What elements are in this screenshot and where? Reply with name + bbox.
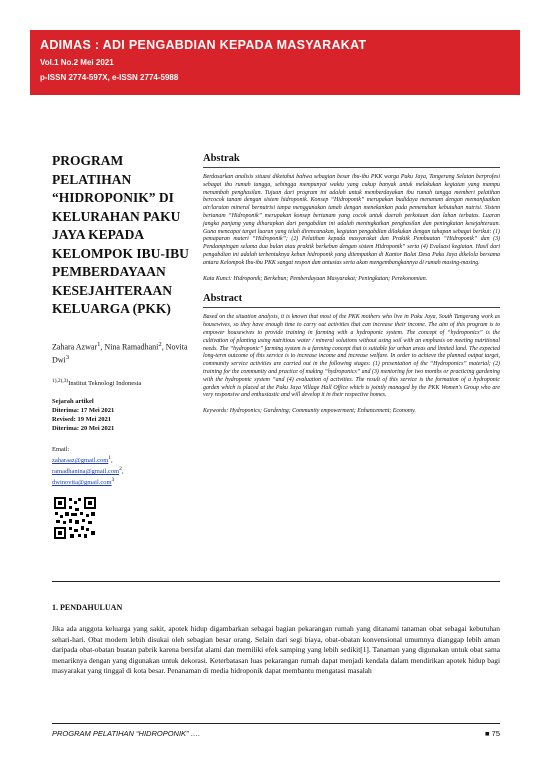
kata-kunci: Kata Kunci: Hidroponik; Berkebun; Pemberdayaan Masyarakat; Peningkatan; Perekonomian.: [203, 275, 428, 282]
email-link[interactable]: dwinovita@gmail.com: [52, 479, 112, 487]
author-list: Zahara Azwar$^1$, Nina Ramadhani$^2$, Novita Dwi$^3$: [52, 340, 188, 365]
email-link[interactable]: ramadhanina@gmail.com: [52, 468, 120, 476]
article-title: PROGRAM PELATIHAN “HIDROPONIK” DI KELURAHAN PAKU JAYA KEPADA KELOMPOK IBU-IBU PEMBERDAYAAN KESEJAHTERAAN KELUARGA (PKK): [52, 153, 189, 316]
abstract-column: [203, 153, 500, 416]
affiliation: $^{1),2),3)}$Institut Teknologi Indonesia: [52, 377, 142, 387]
abstract-text: Based on the situation analysis, it is known that most of the PKK mothers who live in Paku Jaya, South Tangerang work as housewives, so they have enough time to carry out activities that can increase their income. The aim of this program is to empower housewives to provide training in farming with a hydroponic system. The concept of “hydroponics” is the cultivation of planting using nutritious water / mineral solutions without using soil with an emphasis on meeting nutritional needs. The “hydroponic” farming system is a farming concept that is suitable for urban areas and limited land. The expected long-term outcome of this service is to increase income and increase welfare. In order to achieve the planned output target, community service activities are carried out in the following stages: (1) presentation of the “Hydroponics” material; (2) training for the community and practice of making “hydroponics” and (3) mentoring for two months or practicing gardening with the hydroponic system “and (4) evaluation of activities. The result of this service is the formation of a hydroponic garden which is placed at the Paku Jaya Village Hall Office which is jointly managed by the PKK Women's Group who are very responsive and enthusiastic and will develop it in their respective homes.: [203, 314, 500, 399]
email-link[interactable]: zaharaaz@gmail.com: [52, 457, 109, 465]
article-info-column: [52, 152, 197, 541]
journal-name: ADIMAS : ADI PENGABDIAN KEPADA MASYARAKAT: [40, 38, 367, 52]
abstract-heading: Abstract: [203, 293, 500, 308]
abstrak-text: Berdasarkan analisis situasi diketahui bahwa sebagian besar ibu-ibu PKK warga Paku Jaya, Tangerang Selatan berprofesi sebagai ibu rumah tangga, sehingga mempunyai waktu yang cukup banyak untuk melakukan kegiatan yang mampu menambah penghasilan. Tujuan dari program ini adalah untuk memberdayakan ibu rumah tangga memberi pelatihan bercocok tanam dengan sistem hidroponik. Konsep “Hidroponik” merupakan budidaya menanam dengan memanfaatkan air/larutan mineral bernutrisi tanpa menggunakan tanah dengan menekankan pada pemenuhan kebutuhan nutrisi. Sistem bertanam “Hidroponik” merupakan konsep bertanam yang cocok untuk daerah perkotaan dan lahan terbatas. Luaran jangka panjang yang diharapkan dari pengabdian ini adalah meningkatkan penghasilan dan peningkatan kesejahteraan. Guna mencapai target luaran yang telah direncanakan, kegiatan pengabdian dilakukan dengan tahapan sebagai berikut: (1) pemaparan materi “Hidroponik”; (2) Pelatihan kepada masyarakat dan Praktik Pembuatan “Hidroponik” dan (3) Pendampingan selama dua bulan atau praktik berkebun dengan sistem Hidroponik” serta (4) Evaluasi kegiatan. Hasil dari pengabdian ini adalah terbentuknya kebun hidroponik yang ditempatkan di Kantor Balai Desa Paku Jaya dikelola bersama antara Kelompok Ibu-ibu PKK sangat respon dan antusias serta akan mengembangkannya di rumah masing-masing.: [203, 174, 500, 266]
page-number: ■ 75: [485, 729, 500, 738]
history-label: Sejarah artikel: [52, 397, 94, 405]
page-footer: [52, 723, 500, 738]
journal-banner: [30, 30, 520, 95]
journal-issn: p-ISSN 2774-597X, e-ISSN 2774-5988: [40, 73, 179, 82]
article-history: [52, 397, 197, 433]
section-divider: [52, 581, 500, 582]
history-accepted: Diterima: 20 Mei 2021: [52, 424, 115, 432]
author-name: Nina Ramadhani: [104, 342, 159, 352]
introduction-section: [52, 603, 500, 677]
author-name: Zahara Azwar: [52, 342, 98, 352]
email-label: Email:: [52, 445, 70, 453]
qr-code-icon: [52, 495, 98, 541]
intro-paragraph: Jika ada anggota keluarga yang sakit, apotek hidup digambarkan sebagai bagian pekarangan rumah yang ditanami tanaman obat sebagai kebutuhan sehari-hari. Obat modern lebih disukai oleh sebagian besar orang. Selain dari segi biaya, obat-obatan konvensional umumnya dianggap lebih aman daripada obat-obatan buatan pabrik karena bersifat alami dan memiliki efek samping yang lebih sedikit[1]. Tanaman yang digunakan untuk obat sama menariknya dengan yang digunakan untuk dekorasi. Keterbatasan luas pekarangan rumah dapat menjadi kendala dalam mendirikan apotek hidup bagi masyarakat yang tinggal di kota besar. Penanaman di media hidroponik dapat membantu mengatasi masalah: [52, 624, 500, 676]
author-emails: Email: zaharaaz@gmail.com$^1$, ramadhanina@gmail.com$^2$, dwinovita@gmail.com$^3$: [52, 445, 197, 487]
running-title: PROGRAM PELATIHAN “HIDROPONIK” ….: [52, 729, 201, 738]
history-received: Diterima: 17 Mei 2021: [52, 406, 115, 414]
intro-heading: 1. PENDAHULUAN: [52, 603, 123, 612]
keywords: Keywords: Hydroponics; Gardening; Community empowerment; Enhancement; Economy.: [203, 408, 416, 415]
abstrak-heading: Abstrak: [203, 153, 500, 168]
journal-volume: Vol.1 No.2 Mei 2021: [40, 58, 114, 67]
author-name: Novita Dwi: [52, 342, 188, 365]
history-revised: Revised: 19 Mei 2021: [52, 415, 112, 423]
